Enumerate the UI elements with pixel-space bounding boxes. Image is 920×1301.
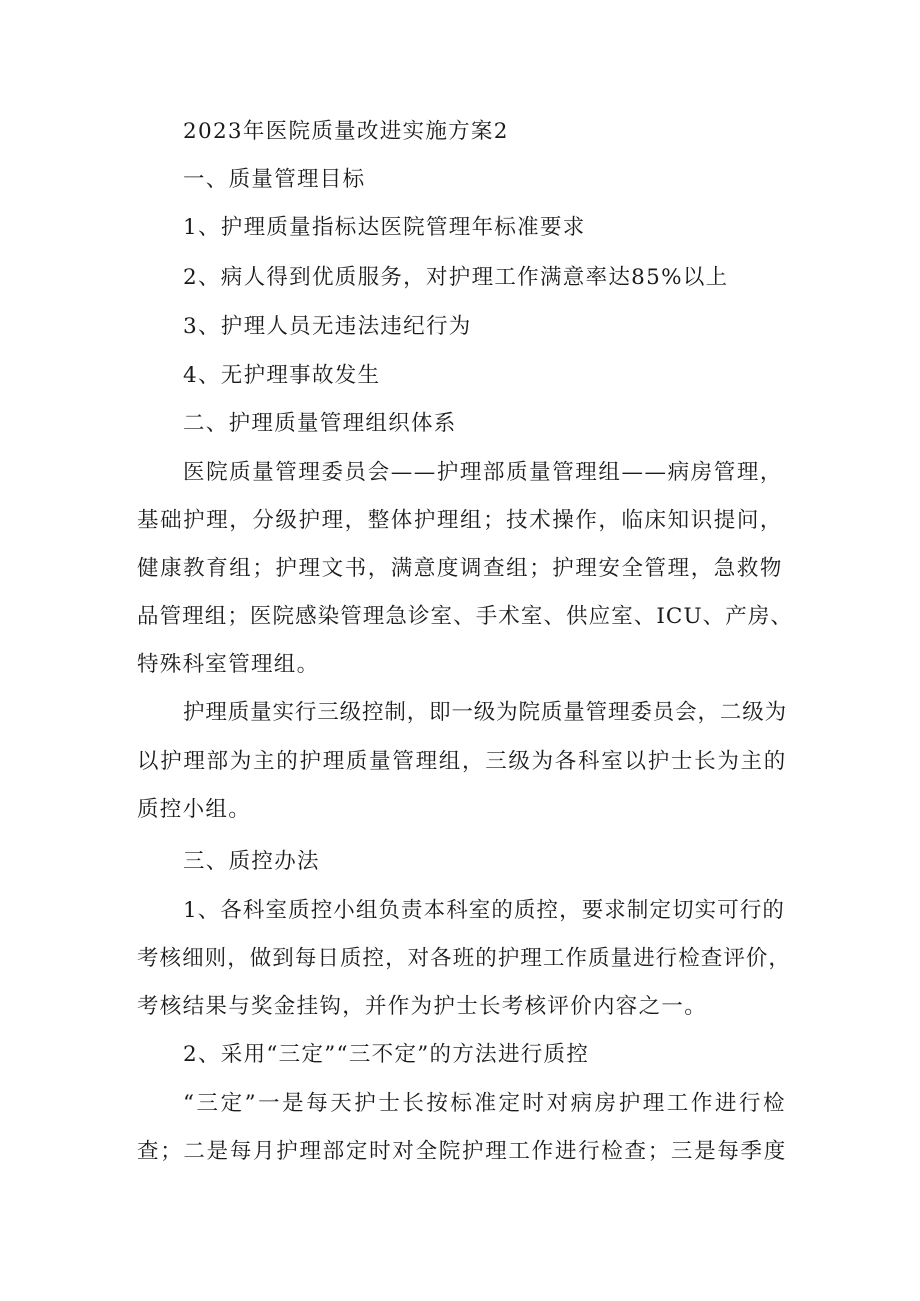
method-1-line-2: 考核细则，做到每日质控，对各班的护理工作质量进行检查评价， bbox=[137, 946, 791, 971]
goal-item-2: 2、病人得到优质服务，对护理工作满意率达85%以上 bbox=[183, 265, 729, 290]
method-2-heading: 2、采用“三定”“三不定”的方法进行质控 bbox=[183, 1042, 590, 1067]
org-para-line-5: 特殊科室管理组。 bbox=[137, 652, 320, 677]
document-title: 2023年医院质量改进实施方案2 bbox=[183, 119, 509, 144]
method-2-line-1: “三定”一是每天护士长按标准定时对病房护理工作进行检 bbox=[183, 1091, 787, 1116]
goal-item-3: 3、护理人员无违法违纪行为 bbox=[183, 314, 472, 339]
control-para-line-3: 质控小组。 bbox=[137, 797, 252, 822]
section-1-heading: 一、质量管理目标 bbox=[183, 167, 366, 192]
control-para-line-1: 护理质量实行三级控制，即一级为院质量管理委员会，二级为 bbox=[183, 700, 787, 725]
goal-item-4: 4、无护理事故发生 bbox=[183, 363, 381, 388]
org-para-line-1: 医院质量管理委员会——护理部质量管理组——病房管理， bbox=[183, 460, 783, 485]
org-para-line-2: 基础护理，分级护理，整体护理组；技术操作，临床知识提问， bbox=[137, 508, 783, 533]
method-2-line-2: 查；二是每月护理部定时对全院护理工作进行检查；三是每季度 bbox=[137, 1139, 787, 1164]
method-1-line-3: 考核结果与奖金挂钩，并作为护士长考核评价内容之一。 bbox=[137, 994, 708, 1019]
section-2-heading: 二、护理质量管理组织体系 bbox=[183, 411, 457, 436]
method-1-line-1: 1、各科室质控小组负责本科室的质控，要求制定切实可行的 bbox=[183, 898, 785, 923]
section-3-heading: 三、质控办法 bbox=[183, 849, 320, 874]
control-para-line-2: 以护理部为主的护理质量管理组，三级为各科室以护士长为主的 bbox=[137, 749, 787, 774]
org-para-line-3: 健康教育组；护理文书，满意度调查组；护理安全管理，急救物 bbox=[137, 556, 783, 581]
org-para-line-4: 品管理组；医院感染管理急诊室、手术室、供应室、ICU、产房、 bbox=[137, 604, 793, 629]
goal-item-1: 1、护理质量指标达医院管理年标准要求 bbox=[183, 215, 586, 240]
